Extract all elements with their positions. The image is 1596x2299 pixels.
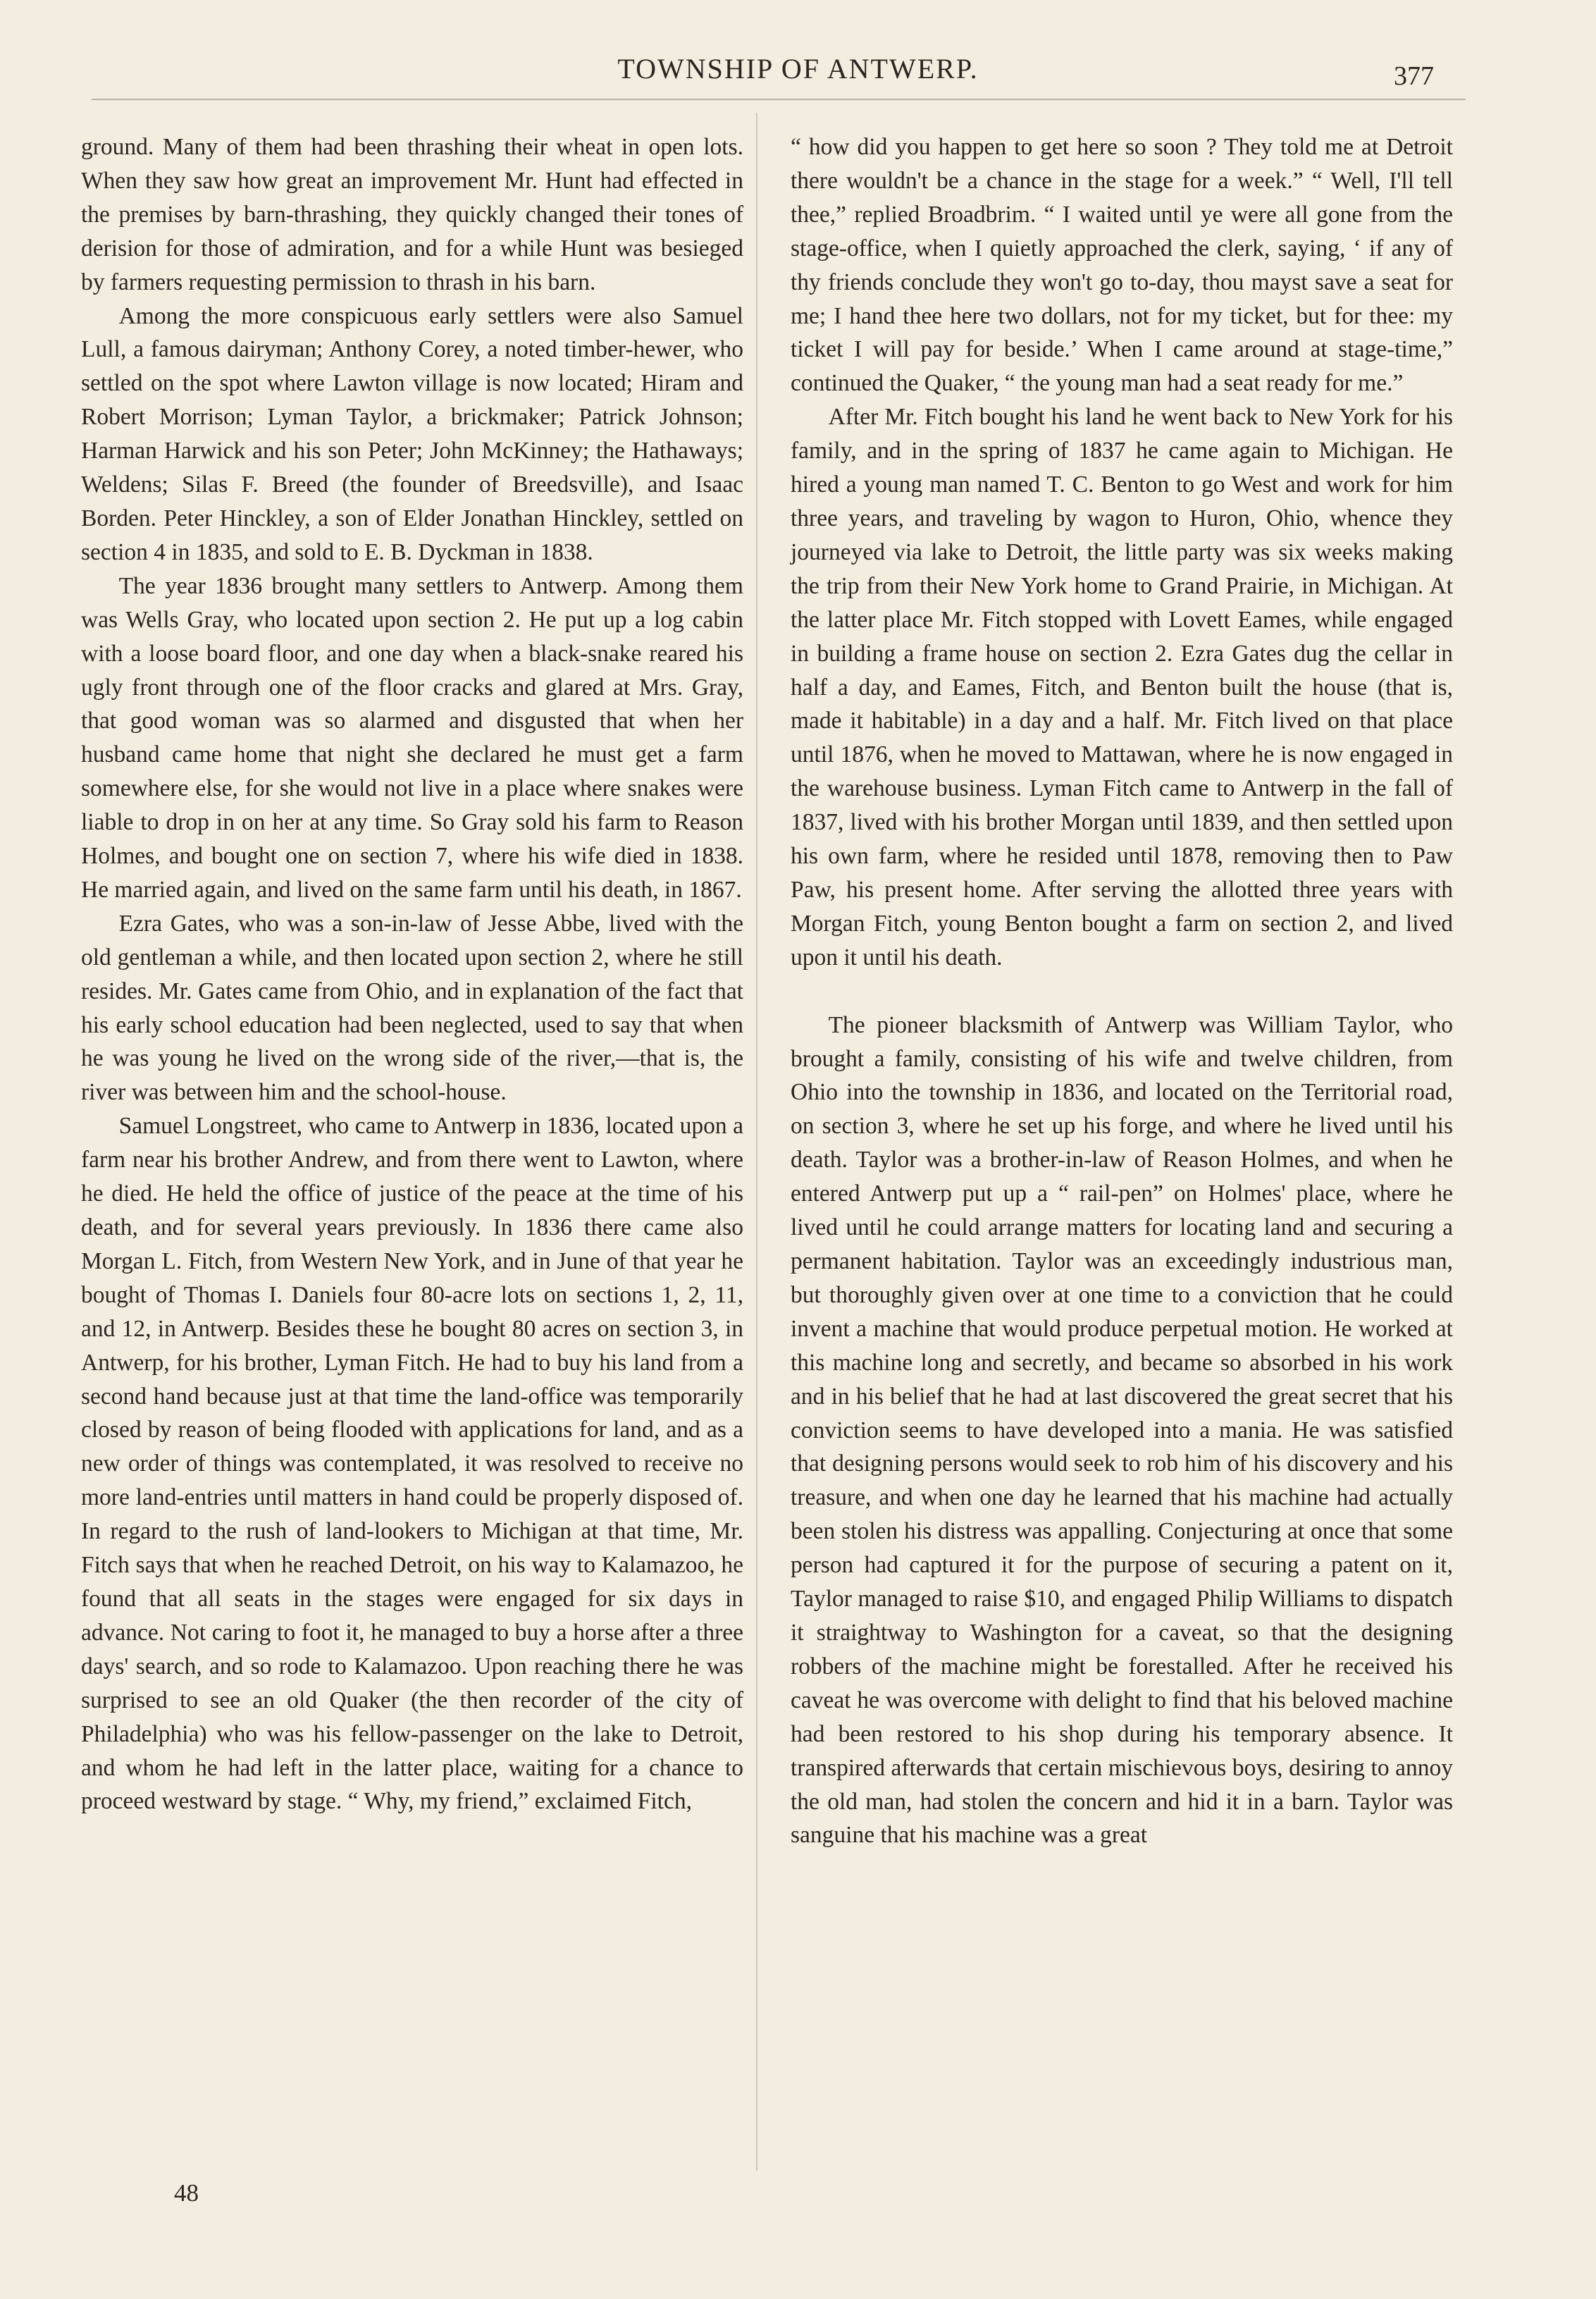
paragraph: After Mr. Fitch bought his land he went back to New York for his family, and in the spring of 1837 he came again to Michigan. He hired a young man named T. C. Benton to go West and work for him three years, and traveling by wagon to Huron, Ohio, whence they journeyed via lake to Detroit, the little party was six weeks making the trip from their New York home to Grand Prairie, in Michigan. At the latter place Mr. Fitch stopped with Lovett Eames, while engaged in building a frame house on section 2. Ezra Gates dug the cellar in half a day, and Eames, Fitch, and Benton built the house (that is, made it habitable) in a day and a half. Mr. Fitch lived on that place until 1876, when he moved to Mattawan, where he is now engaged in the warehouse business. Lyman Fitch came to Antwerp in the fall of 1837, lived with his brother Morgan until 1839, and then settled upon his own farm, where he resided until 1878, removing then to Paw Paw, his present home. After serving the allotted three years with Morgan Fitch, young Benton bought a farm on section 2, and lived upon it until his death. [791, 404, 1453, 970]
header-divider [92, 99, 1466, 100]
paragraph: Samuel Longstreet, who came to Antwerp in 1836, located upon a farm near his brother Andrew, and from there went to Lawton, where he died. He held the office of justice of the peace at the time of his death, and for several years previously. In 1836 there came also Morgan L. Fitch, from Western New York, and in June of that year he bought of Thomas I. Daniels four 80-acre lots on sections 1, 2, 11, and 12, in Antwerp. Besides these he bought 80 acres on section 3, in Antwerp, for his brother, Lyman Fitch. He had to buy his land from a second hand because just at that time the land-office was temporarily closed by reason of being flooded with applications for land, and as a new order of things was contemplated, it was resolved to receive no more land-entries until matters in hand could be properly disposed of. In regard to the rush of land-lookers to Michigan at that time, Mr. Fitch says that when he reached Detroit, on his way to Kalamazoo, he found that all seats in the stages were engaged for six days in advance. Not caring to foot it, he managed to buy a horse after a three days' search, and so rode to Kalamazoo. Upon reaching there he was surprised to see an old Quaker (the then recorder of the city of Philadelphia) who was his fellow-passenger on the lake to Detroit, and whom he had left in the latter place, waiting for a chance to proceed westward by stage. “ Why, my friend,” exclaimed Fitch, [81, 1113, 743, 1815]
paragraph: Among the more conspicuous early settlers were also Samuel Lull, a famous dairyman; Anthony Corey, a noted timber-hewer, who settled on the spot where Lawton village is now located; Hiram and Robert Morrison; Lyman Taylor, a brickmaker; Patrick Johnson; Harman Harwick and his son Peter; John McKinney; the Hathaways; Weldens; Silas F. Breed (the founder of Breedsville), and Isaac Borden. Peter Hinckley, a son of Elder Jonathan Hinckley, settled on section 4 in 1835, and sold to E. B. Dyckman in 1838. [81, 302, 743, 565]
left-column [81, 130, 743, 1818]
running-head: TOWNSHIP OF ANTWERP. [617, 53, 979, 85]
column-divider [756, 113, 757, 2171]
page-number: 377 [1394, 61, 1434, 91]
paragraph: Ezra Gates, who was a son-in-law of Jesse Abbe, lived with the old gentleman a while, and then located upon section 2, where he still resides. Mr. Gates came from Ohio, and in explanation of the fact that his early school education had been neglected, used to say that when he was young he lived on the wrong side of the river,—that is, the river was between him and the school-house. [81, 910, 743, 1106]
right-column [791, 130, 1453, 1852]
paragraph: The pioneer blacksmith of Antwerp was William Taylor, who brought a family, consisting of his wife and twelve children, from Ohio into the township in 1836, and located on the Territorial road, on section 3, where he set up his forge, and where he lived until his death. Taylor was a brother-in-law of Reason Holmes, and when he entered Antwerp put up a “ rail-pen” on Holmes' place, where he lived until he could arrange matters for locating land and securing a permanent habitation. Taylor was an exceedingly industrious man, but thoroughly given over at one time to a conviction that he could invent a machine that would produce perpetual motion. He worked at this machine long and secretly, and became so absorbed in his work and in his belief that he had at last discovered the great secret that his conviction seems to have developed into a mania. He was satisfied that designing persons would seek to rob him of his discovery and his treasure, and when one day he learned that his machine had actually been stolen his distress was appalling. Conjecturing at once that some person had captured it for the purpose of securing a patent on it, Taylor managed to raise $10, and engaged Philip Williams to dispatch it straightway to Washington for a caveat, so that the designing robbers of the machine might be forestalled. After he received his caveat he was overcome with delight to find that his beloved machine had been restored to his shop during his temporary absence. It transpired afterwards that certain mischievous boys, desiring to annoy the old man, had stolen the concern and hid it in a barn. Taylor was sanguine that his machine was a great [791, 1011, 1453, 1849]
signature-mark: 48 [174, 2179, 199, 2207]
paragraph: ground. Many of them had been thrashing their wheat in open lots. When they saw how great an improvement Mr. Hunt had effected in the premises by barn-thrashing, they quickly changed their tones of derision for those of admiration, and for a while Hunt was besieged by farmers requesting permission to thrash in his barn. [81, 134, 743, 295]
paragraph: “ how did you happen to get here so soon ? They told me at Detroit there wouldn't be a chance in the stage for a week.” “ Well, I'll tell thee,” replied Broadbrim. “ I waited until ye were all gone from the stage-office, when I quietly approached the clerk, saying, ‘ if any of thy friends conclude they won't go to-day, thou mayst save a seat for me; I hand thee here two dollars, not for my ticket, but for thee: my ticket I will pay for beside.’ When I came around at stage-time,” continued the Quaker, “ the young man had a seat ready for me.” [791, 134, 1453, 397]
paragraph: The year 1836 brought many settlers to Antwerp. Among them was Wells Gray, who located upon section 2. He put up a log cabin with a loose board floor, and one day when a black-snake reared his ugly front through one of the floor cracks and glared at Mrs. Gray, that good woman was so alarmed and disgusted that when her husband came home that night she declared he must get a farm somewhere else, for she would not live in a place where snakes were liable to drop in on her at any time. So Gray sold his farm to Reason Holmes, and bought one on section 7, where his wife died in 1838. He married again, and lived on the same farm until his death, in 1867. [81, 572, 743, 903]
